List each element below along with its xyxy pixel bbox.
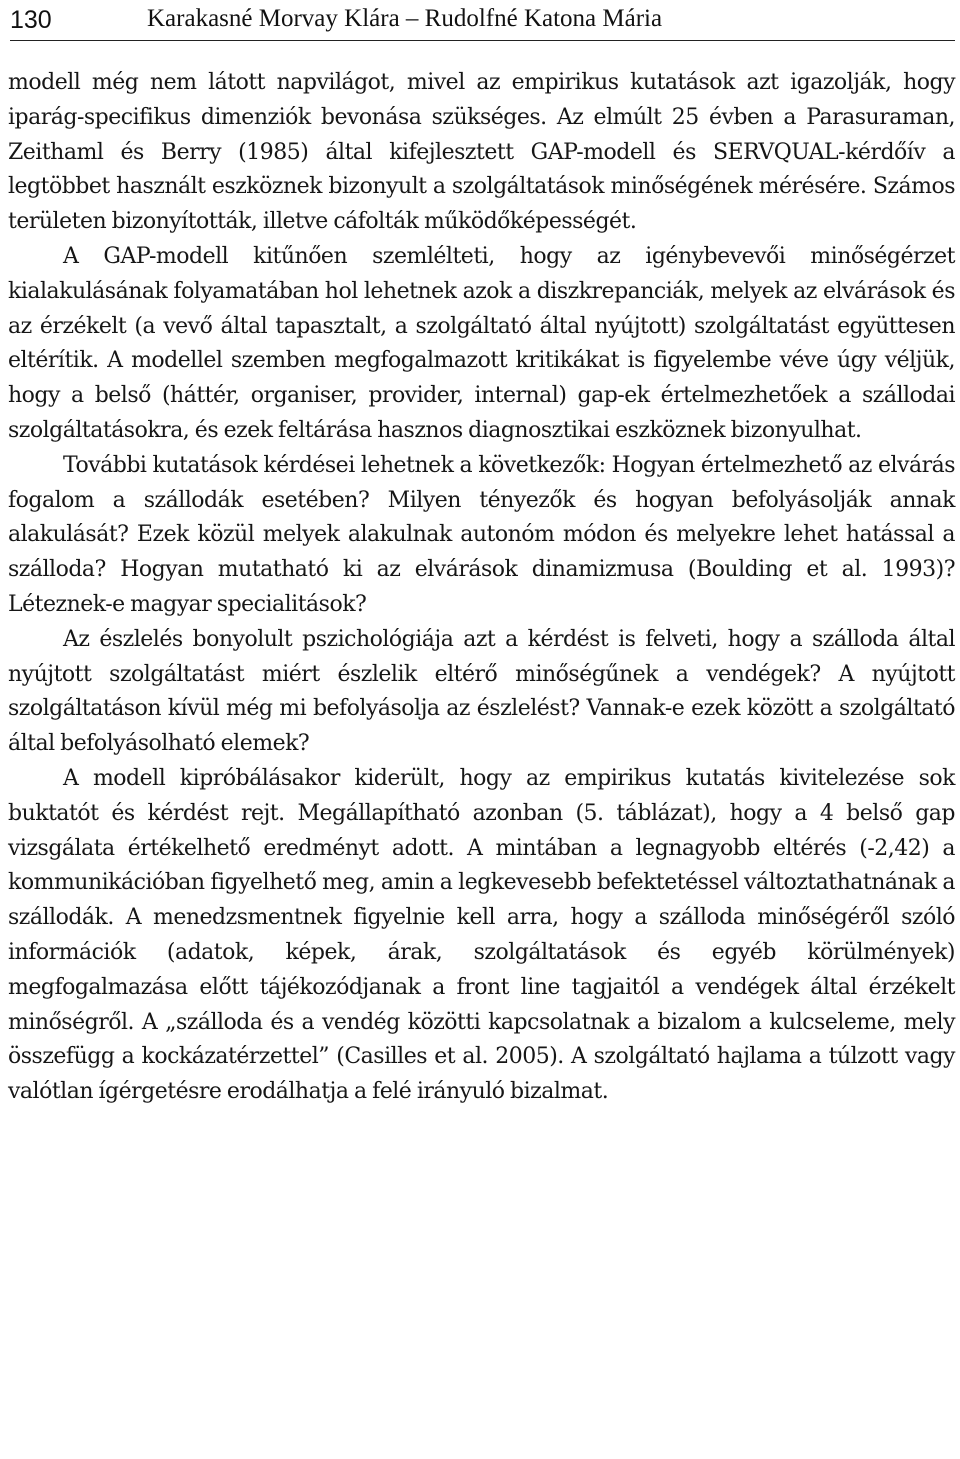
paragraph-3: További kutatások kérdései lehetnek a következők: Hogyan értelmezhető az elvárás fogalom a szállodák esetében? Milyen tényezők és hogyan befolyásolják annak alakulását? Ezek közül melyek alakulnak autonóm módon és melyekre lehet hatással a szálloda? Hogyan mutatható ki az elvárások dinamizmusa (Boulding et al. 1993)? Léteznek-e magyar specialitások? <box>8 452 955 617</box>
running-title: Karakasné Morvay Klára – Rudolfné Katona Mária <box>147 5 663 32</box>
running-header <box>10 2 955 41</box>
page-number: 130 <box>10 6 52 34</box>
paragraph-4: Az észlelés bonyolult pszichológiája azt a kérdést is felveti, hogy a szálloda által nyújtott szolgáltatást miért észlelik eltérő minőségűnek a vendégek? A nyújtott szolgáltatáson kívül még mi befolyásolja az észlelést? Vannak-e ezek között a szolgáltató által befolyásolható elemek? <box>8 626 955 757</box>
paragraph-2: A GAP-modell kitűnően szemlélteti, hogy az igénybevevői minőségérzet kialakulásának folyamatában hol lehetnek azok a diszkrepanciák, melyek az elvárások és az érzékelt (a vevő által tapasztalt, a szolgáltató által nyújtott) szolgáltatást együttesen eltérítik. A modellel szemben megfogalmazott kritikákat is figyelembe véve úgy véljük, hogy a belső (háttér, organiser, provider, internal) gap-ek értelmezhetőek a szállodai szolgáltatásokra, és ezek feltárása hasznos diagnosztikai eszköznek bizonyulhat. <box>8 243 955 443</box>
paragraph-5: A modell kipróbálásakor kiderült, hogy az empirikus kutatás kivitelezése sok buktatót és kérdést rejt. Megállapítható azonban (5. táblázat), hogy a 4 belső gap vizsgálata értékelhető eredményt adott. A mintában a legnagyobb eltérés (-2,42) a kommunikációban figyelhető meg, amin a legkevesebb befektetéssel változtathatnának a szállodák. A menedzsmentnek figyelnie kell arra, hogy a szálloda minőségéről szóló információk (adatok, képek, árak, szolgáltatások és egyéb körülmények) megfogalmazása előtt tájékozódjanak a front line tagjaitól a vendégek által érzékelt minőségről. A „szálloda és a vendég közötti kapcsolatnak a bizalom a kulcseleme, mely összefügg a kockázatérzettel” (Casilles et al. 2005). A szolgáltató hajlama a túlzott vagy valótlan ígérgetésre erodálhatja a felé irányuló bizalmat. <box>8 765 955 1105</box>
body-text <box>8 66 955 1110</box>
paragraph-1: modell még nem látott napvilágot, mivel az empirikus kutatások azt igazolják, hogy iparág-specifikus dimenziók bevonása szükséges. Az elmúlt 25 évben a Parasuraman, Zeithaml és Berry (1985) által kifejlesztett GAP-modell és SERVQUAL-kérdőív a legtöbbet használt eszköznek bizonyult a szolgáltatások minőségének mérésére. Számos területen bizonyították, illetve cáfolták működőképességét. <box>8 70 955 235</box>
